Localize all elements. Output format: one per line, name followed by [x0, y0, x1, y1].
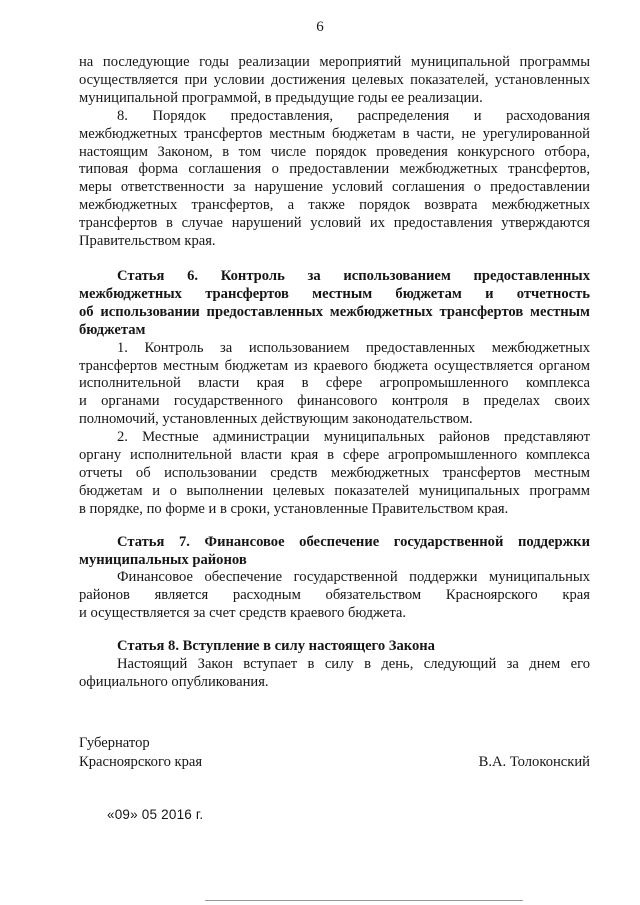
heading-line: Статья 8. Вступление в силу настоящего Закона — [117, 638, 435, 655]
paragraph-article-6-item-2 — [79, 429, 590, 519]
paragraph-continuation — [79, 54, 590, 108]
signatory-title: Губернатор — [79, 735, 150, 751]
paragraph-article-7 — [79, 569, 590, 623]
text-line: в порядке, по форме и в сроки, установленные Правительством края. — [79, 500, 509, 517]
text-line: отчеты об использовании средств межбюджетных трансфертов местным — [79, 464, 590, 481]
text-line: 2. Местные администрации муниципальных районов представляют — [117, 429, 590, 446]
text-line: официального опубликования. — [79, 674, 269, 690]
heading-line: межбюджетных трансфертов местным бюджетам и отчетность — [79, 285, 590, 302]
article-8-heading — [79, 638, 590, 656]
text-line: исполнительной власти края в сфере агропромышленного комплекса — [79, 375, 590, 392]
text-line: 1. Контроль за использованием предоставленных межбюджетных — [117, 339, 590, 356]
text-line: межбюджетных трансфертов, а также порядок возврата межбюджетных — [79, 197, 590, 214]
text-line: районов является расходным обязательством Красноярского края — [79, 587, 590, 604]
text-line: Настоящий Закон вступает в силу в день, следующий за днем его — [117, 656, 590, 673]
text-line: трансфертов в случае нарушений условий их предоставления утверждаются — [79, 215, 590, 232]
text-line: органу исполнительной власти края в сфере агропромышленного комплекса — [79, 447, 590, 464]
text-line: осуществляется при условии достижения целевых показателей, установленных — [79, 71, 590, 88]
signatory-region: Красноярского края — [79, 754, 203, 770]
page-bottom-divider — [205, 900, 523, 901]
text-line: муниципальной программой, в предыдущие годы ее реализации. — [79, 89, 483, 106]
paragraph-article-6-item-1 — [79, 340, 590, 430]
signature-block — [79, 734, 590, 772]
text-line: 8. Порядок предоставления, распределения и расходования — [117, 107, 590, 124]
text-line: полномочий, установленных действующим законодательством. — [79, 411, 473, 428]
text-line: Правительством края. — [79, 233, 216, 250]
text-line: и осуществляется за счет средств краевого бюджета. — [79, 605, 407, 622]
text-line: бюджетам и о выполнении целевых показателей муниципальных программ — [79, 482, 590, 499]
heading-line: муниципальных районов — [79, 551, 247, 568]
paragraph-item-8 — [79, 108, 590, 251]
text-line: настоящим Законом, в том числе порядок проведения конкурсного отбора, — [79, 143, 590, 160]
text-line: межбюджетных трансфертов местным бюджетам в части, не урегулированной — [79, 125, 590, 142]
text-line: типовая форма соглашения о предоставлении межбюджетных трансфертов, — [79, 161, 590, 178]
document-body — [79, 54, 590, 692]
text-line: Финансовое обеспечение государственной поддержки муниципальных — [117, 569, 590, 586]
heading-line: об использовании предоставленных межбюджетных трансфертов местным — [79, 303, 590, 320]
signatory-name: В.А. Толоконский — [478, 754, 590, 770]
heading-line: бюджетам — [79, 321, 146, 338]
article-7-heading — [79, 534, 590, 570]
paragraph-article-8 — [79, 656, 590, 692]
heading-line: Статья 7. Финансовое обеспечение государственной поддержки — [117, 533, 590, 550]
text-line: на последующие годы реализации мероприятий муниципальной программы — [79, 54, 590, 70]
document-date: «09» 05 2016 г. — [107, 807, 204, 822]
text-line: трансфертов местным бюджетам из краевого бюджета осуществляется органом — [79, 357, 590, 374]
text-line: меры ответственности за нарушение условий соглашения о предоставлении — [79, 179, 590, 196]
heading-line: Статья 6. Контроль за использованием предоставленных — [117, 267, 590, 284]
page-number: 6 — [316, 19, 324, 35]
text-line: и органами государственного финансового контроля в пределах своих — [79, 393, 590, 410]
article-6-heading — [79, 268, 590, 340]
